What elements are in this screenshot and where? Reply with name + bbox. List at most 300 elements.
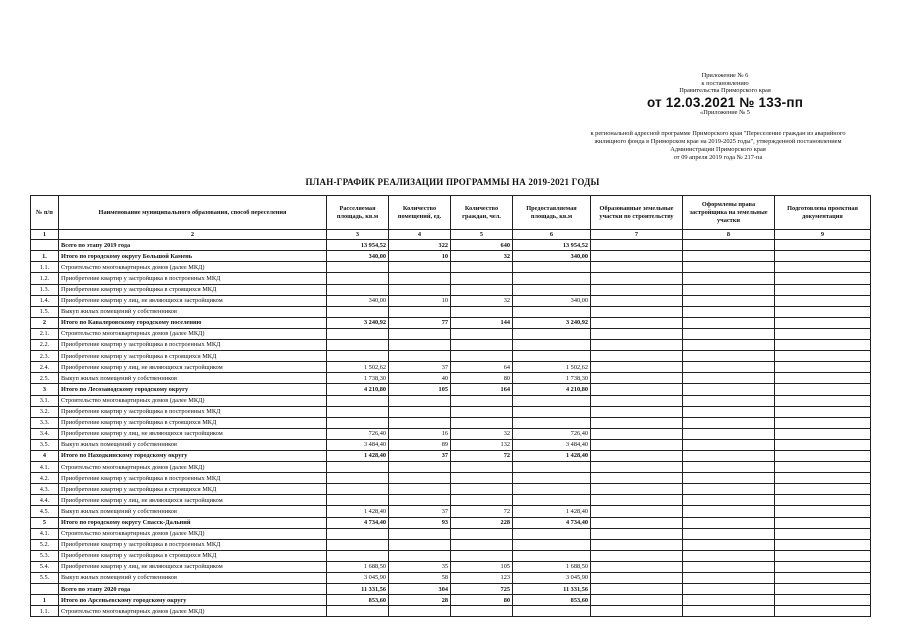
project-docs-cell [775, 573, 871, 584]
resettled-area: 4 734,40 [327, 517, 389, 528]
row-number: 5 [31, 517, 59, 528]
provided-area [513, 550, 591, 561]
provided-area: 1 502,62 [513, 362, 591, 373]
developer-rights-cell [683, 484, 775, 495]
land-plots-cell [591, 606, 683, 617]
rooms-count [389, 395, 451, 406]
people-count [451, 484, 513, 495]
people-count: 725 [451, 584, 513, 595]
row-name: Выкуп жилых помещений у собственников [59, 573, 327, 584]
table-body [31, 230, 871, 617]
rooms-count: 37 [389, 450, 451, 461]
column-number: 5 [451, 230, 513, 240]
column-header: Расселяемая площадь, кв.м [327, 196, 389, 230]
row-number: 3.5. [31, 439, 59, 450]
rooms-count [389, 406, 451, 417]
rooms-count: 35 [389, 561, 451, 572]
row-name: Строительство многоквартирных домов (далее МКД) [59, 395, 327, 406]
row-number: 1.5. [31, 306, 59, 317]
row-name: Строительство многоквартирных домов (далее МКД) [59, 606, 327, 617]
row-name: Приобретение квартир у застройщика в строящихся МКД [59, 417, 327, 428]
row-name: Приобретение квартир у лиц, не являющихся застройщиком [59, 428, 327, 439]
row-name: Приобретение квартир у лиц, не являющихся застройщиком [59, 561, 327, 572]
people-count: 32 [451, 428, 513, 439]
resettled-area: 1 502,62 [327, 362, 389, 373]
project-docs-cell [775, 417, 871, 428]
row-number: 1.2. [31, 273, 59, 284]
developer-rights-cell [683, 384, 775, 395]
project-docs-cell [775, 528, 871, 539]
total-row [31, 517, 871, 528]
document-title: ПЛАН-ГРАФИК РЕАЛИЗАЦИИ ПРОГРАММЫ НА 2019-2021 ГОДЫ [305, 177, 600, 187]
header-row [31, 196, 871, 230]
table-row [31, 284, 871, 295]
row-number [31, 240, 59, 251]
row-name: Всего по этапу 2020 года [59, 584, 327, 595]
land-plots-cell [591, 428, 683, 439]
rooms-count [389, 473, 451, 484]
provided-area [513, 406, 591, 417]
project-docs-cell [775, 362, 871, 373]
land-plots-cell [591, 328, 683, 339]
resettled-area [327, 395, 389, 406]
row-number: 2.2. [31, 340, 59, 351]
resettled-area: 1 428,40 [327, 506, 389, 517]
resettled-area [327, 262, 389, 273]
developer-rights-cell [683, 528, 775, 539]
people-count [451, 262, 513, 273]
provided-area: 1 428,40 [513, 450, 591, 461]
row-name: Итого по Кавалеровскому городскому поселению [59, 317, 327, 328]
row-name: Приобретение квартир у застройщика в строящихся МКД [59, 351, 327, 362]
developer-rights-cell [683, 539, 775, 550]
schedule-table [30, 195, 871, 617]
row-name: Приобретение квартир у лиц, не являющихся застройщиком [59, 295, 327, 306]
rooms-count [389, 328, 451, 339]
project-docs-cell [775, 595, 871, 606]
table-row [31, 539, 871, 550]
people-count: 80 [451, 595, 513, 606]
land-plots-cell [591, 317, 683, 328]
rooms-count [389, 539, 451, 550]
people-count: 64 [451, 362, 513, 373]
table-row [31, 484, 871, 495]
project-docs-cell [775, 584, 871, 595]
people-count [451, 462, 513, 473]
row-number: 4.2. [31, 473, 59, 484]
row-number: 5.2. [31, 539, 59, 550]
people-count: 32 [451, 295, 513, 306]
program-reference [548, 130, 888, 162]
table-row [31, 373, 871, 384]
row-number [31, 584, 59, 595]
project-docs-cell [775, 395, 871, 406]
rooms-count: 37 [389, 362, 451, 373]
land-plots-cell [591, 240, 683, 251]
people-count: 228 [451, 517, 513, 528]
row-name: Приобретение квартир у застройщика в строящихся МКД [59, 484, 327, 495]
project-docs-cell [775, 473, 871, 484]
reference-line: Администрации Приморского края [670, 145, 766, 153]
table-row [31, 340, 871, 351]
reference-line: от 09 апреля 2019 года № 217-па [673, 153, 763, 161]
row-number: 4.5. [31, 506, 59, 517]
table-row [31, 473, 871, 484]
total-row [31, 584, 871, 595]
people-count: 72 [451, 450, 513, 461]
row-number: 1.1. [31, 262, 59, 273]
provided-area [513, 328, 591, 339]
rooms-count [389, 484, 451, 495]
provided-area: 340,00 [513, 251, 591, 262]
row-number: 1.4. [31, 295, 59, 306]
land-plots-cell [591, 362, 683, 373]
people-count [451, 495, 513, 506]
resettled-area: 726,40 [327, 428, 389, 439]
rooms-count [389, 528, 451, 539]
project-docs-cell [775, 428, 871, 439]
total-row [31, 240, 871, 251]
resettled-area: 1 738,30 [327, 373, 389, 384]
column-header: Подготовлена проектная документация [775, 196, 871, 230]
row-number: 4.3. [31, 484, 59, 495]
row-number: 5.5. [31, 573, 59, 584]
land-plots-cell [591, 595, 683, 606]
row-name: Приобретение квартир у лиц, не являющихся застройщиком [59, 362, 327, 373]
provided-area: 3 045,90 [513, 573, 591, 584]
land-plots-cell [591, 528, 683, 539]
provided-area [513, 606, 591, 617]
table-row [31, 439, 871, 450]
developer-rights-cell [683, 284, 775, 295]
rooms-count [389, 495, 451, 506]
row-number: 1.3. [31, 284, 59, 295]
project-docs-cell [775, 317, 871, 328]
provided-area [513, 473, 591, 484]
provided-area [513, 340, 591, 351]
land-plots-cell [591, 395, 683, 406]
row-number: 1.1. [31, 606, 59, 617]
resettled-area [327, 284, 389, 295]
row-name: Выкуп жилых помещений у собственников [59, 506, 327, 517]
land-plots-cell [591, 351, 683, 362]
developer-rights-cell [683, 373, 775, 384]
rooms-count: 322 [389, 240, 451, 251]
row-number: 3.1. [31, 395, 59, 406]
developer-rights-cell [683, 328, 775, 339]
project-docs-cell [775, 295, 871, 306]
row-number: 3.4. [31, 428, 59, 439]
land-plots-cell [591, 584, 683, 595]
table-row [31, 306, 871, 317]
row-name: Приобретение квартир у застройщика в построенных МКД [59, 273, 327, 284]
total-row [31, 384, 871, 395]
table-row [31, 550, 871, 561]
rooms-count [389, 550, 451, 561]
rooms-count: 37 [389, 506, 451, 517]
row-name: Всего по этапу 2019 года [59, 240, 327, 251]
row-name: Итого по городскому округу Спасск-Дальний [59, 517, 327, 528]
people-count: 132 [451, 439, 513, 450]
developer-rights-cell [683, 473, 775, 484]
people-count [451, 284, 513, 295]
rooms-count: 105 [389, 384, 451, 395]
rooms-count [389, 351, 451, 362]
table-row [31, 428, 871, 439]
developer-rights-cell [683, 417, 775, 428]
developer-rights-cell [683, 584, 775, 595]
row-number: 4.1. [31, 462, 59, 473]
provided-area [513, 306, 591, 317]
table-row [31, 561, 871, 572]
people-count [451, 528, 513, 539]
people-count: 164 [451, 384, 513, 395]
rooms-count: 93 [389, 517, 451, 528]
developer-rights-cell [683, 340, 775, 351]
resettled-area [327, 406, 389, 417]
project-docs-cell [775, 539, 871, 550]
provided-area [513, 528, 591, 539]
appendix-number: Приложение № 6 [701, 72, 749, 79]
rooms-count [389, 284, 451, 295]
project-docs-cell [775, 439, 871, 450]
rooms-count: 304 [389, 584, 451, 595]
land-plots-cell [591, 517, 683, 528]
rooms-count [389, 273, 451, 284]
row-name: Итого по Арсеньевскому городскому округу [59, 595, 327, 606]
column-number: 6 [513, 230, 591, 240]
provided-area: 853,60 [513, 595, 591, 606]
developer-rights-cell [683, 561, 775, 572]
table-row [31, 495, 871, 506]
people-count [451, 406, 513, 417]
resettled-area: 340,00 [327, 251, 389, 262]
developer-rights-cell [683, 595, 775, 606]
table-row [31, 328, 871, 339]
land-plots-cell [591, 462, 683, 473]
land-plots-cell [591, 506, 683, 517]
resettled-area [327, 328, 389, 339]
row-name: Строительство многоквартирных домов (далее МКД) [59, 462, 327, 473]
provided-area [513, 273, 591, 284]
row-number: 2 [31, 317, 59, 328]
land-plots-cell [591, 406, 683, 417]
people-count: 144 [451, 317, 513, 328]
resettled-area [327, 550, 389, 561]
land-plots-cell [591, 573, 683, 584]
resettled-area [327, 473, 389, 484]
table-row [31, 528, 871, 539]
people-count: 640 [451, 240, 513, 251]
resettled-area: 1 428,40 [327, 450, 389, 461]
row-name: Итого по городскому округу Большой Камень [59, 251, 327, 262]
developer-rights-cell [683, 517, 775, 528]
land-plots-cell [591, 561, 683, 572]
project-docs-cell [775, 373, 871, 384]
people-count [451, 539, 513, 550]
rooms-count [389, 306, 451, 317]
project-docs-cell [775, 384, 871, 395]
developer-rights-cell [683, 439, 775, 450]
resettled-area [327, 462, 389, 473]
resettled-area [327, 606, 389, 617]
developer-rights-cell [683, 495, 775, 506]
provided-area [513, 284, 591, 295]
row-name: Приобретение квартир у лиц, не являющихся застройщиком [59, 495, 327, 506]
people-count: 72 [451, 506, 513, 517]
row-name: Строительство многоквартирных домов (далее МКД) [59, 262, 327, 273]
resettled-area [327, 528, 389, 539]
people-count [451, 417, 513, 428]
people-count [451, 340, 513, 351]
people-count: 123 [451, 573, 513, 584]
table-row [31, 395, 871, 406]
project-docs-cell [775, 351, 871, 362]
row-name: Приобретение квартир у застройщика в строящихся МКД [59, 284, 327, 295]
rooms-count: 58 [389, 573, 451, 584]
rooms-count: 40 [389, 373, 451, 384]
resettled-area [327, 306, 389, 317]
column-header: Образованные земельные участки по строительству [591, 196, 683, 230]
project-docs-cell [775, 462, 871, 473]
land-plots-cell [591, 473, 683, 484]
developer-rights-cell [683, 506, 775, 517]
land-plots-cell [591, 539, 683, 550]
land-plots-cell [591, 284, 683, 295]
row-number: 1. [31, 251, 59, 262]
total-row [31, 251, 871, 262]
column-header: № п/п [31, 196, 59, 230]
rooms-count [389, 606, 451, 617]
developer-rights-cell [683, 251, 775, 262]
project-docs-cell [775, 484, 871, 495]
land-plots-cell [591, 251, 683, 262]
people-count [451, 473, 513, 484]
project-docs-cell [775, 450, 871, 461]
provided-area: 4 210,80 [513, 384, 591, 395]
row-number: 2.3. [31, 351, 59, 362]
provided-area [513, 495, 591, 506]
resolution-line: к постановлению [701, 79, 749, 87]
appendix-header [560, 72, 890, 116]
reference-line: жилищного фонда в Приморском крае на 2019-2025 годы", утвержденной постановлением [594, 137, 842, 145]
row-number: 4.1. [31, 528, 59, 539]
project-docs-cell [775, 251, 871, 262]
land-plots-cell [591, 340, 683, 351]
resettled-area: 340,00 [327, 295, 389, 306]
project-docs-cell [775, 406, 871, 417]
land-plots-cell [591, 373, 683, 384]
row-number: 5.3. [31, 550, 59, 561]
resettled-area [327, 417, 389, 428]
people-count [451, 273, 513, 284]
project-docs-cell [775, 340, 871, 351]
land-plots-cell [591, 295, 683, 306]
column-number: 8 [683, 230, 775, 240]
people-count: 80 [451, 373, 513, 384]
row-number: 3 [31, 384, 59, 395]
table-row [31, 295, 871, 306]
resettled-area [327, 484, 389, 495]
provided-area: 13 954,52 [513, 240, 591, 251]
developer-rights-cell [683, 406, 775, 417]
developer-rights-cell [683, 395, 775, 406]
people-count [451, 395, 513, 406]
row-name: Приобретение квартир у застройщика в построенных МКД [59, 340, 327, 351]
rooms-count [389, 462, 451, 473]
land-plots-cell [591, 495, 683, 506]
project-docs-cell [775, 517, 871, 528]
land-plots-cell [591, 417, 683, 428]
project-docs-cell [775, 328, 871, 339]
developer-rights-cell [683, 550, 775, 561]
project-docs-cell [775, 495, 871, 506]
old-appendix-line: «Приложение № 5 [700, 108, 750, 116]
row-number: 4 [31, 450, 59, 461]
provided-area: 3 484,40 [513, 439, 591, 450]
resettled-area [327, 273, 389, 284]
column-header: Оформлены права застройщика на земельные участки [683, 196, 775, 230]
rooms-count: 77 [389, 317, 451, 328]
row-name: Выкуп жилых помещений у собственников [59, 306, 327, 317]
column-number: 4 [389, 230, 451, 240]
provided-area: 11 331,56 [513, 584, 591, 595]
provided-area [513, 417, 591, 428]
table-row [31, 573, 871, 584]
resettled-area [327, 340, 389, 351]
land-plots-cell [591, 262, 683, 273]
row-number: 2.5. [31, 373, 59, 384]
resettled-area: 1 688,50 [327, 561, 389, 572]
people-count: 105 [451, 561, 513, 572]
developer-rights-cell [683, 240, 775, 251]
provided-area [513, 484, 591, 495]
rooms-count: 10 [389, 295, 451, 306]
developer-rights-cell [683, 262, 775, 273]
column-number: 2 [59, 230, 327, 240]
column-header: Количество граждан, чел. [451, 196, 513, 230]
project-docs-cell [775, 561, 871, 572]
row-name: Итого по Лесозаводскому городскому округу [59, 384, 327, 395]
developer-rights-cell [683, 351, 775, 362]
total-row [31, 595, 871, 606]
land-plots-cell [591, 384, 683, 395]
provided-area [513, 351, 591, 362]
developer-rights-cell [683, 273, 775, 284]
developer-rights-cell [683, 295, 775, 306]
rooms-count: 10 [389, 251, 451, 262]
row-name: Строительство многоквартирных домов (далее МКД) [59, 328, 327, 339]
row-name: Выкуп жилых помещений у собственников [59, 439, 327, 450]
land-plots-cell [591, 450, 683, 461]
table-row [31, 351, 871, 362]
rooms-count [389, 340, 451, 351]
resettled-area: 4 210,80 [327, 384, 389, 395]
provided-area: 3 240,92 [513, 317, 591, 328]
provided-area [513, 262, 591, 273]
people-count [451, 606, 513, 617]
reference-line: к региональной адресной программе Приморского края "Переселение граждан из аварийного [590, 130, 846, 137]
resettled-area: 3 240,92 [327, 317, 389, 328]
table-row [31, 362, 871, 373]
provided-area: 726,40 [513, 428, 591, 439]
row-number: 5.4. [31, 561, 59, 572]
table-row [31, 462, 871, 473]
land-plots-cell [591, 550, 683, 561]
row-name: Выкуп жилых помещений у собственников [59, 373, 327, 384]
project-docs-cell [775, 240, 871, 251]
developer-rights-cell [683, 317, 775, 328]
